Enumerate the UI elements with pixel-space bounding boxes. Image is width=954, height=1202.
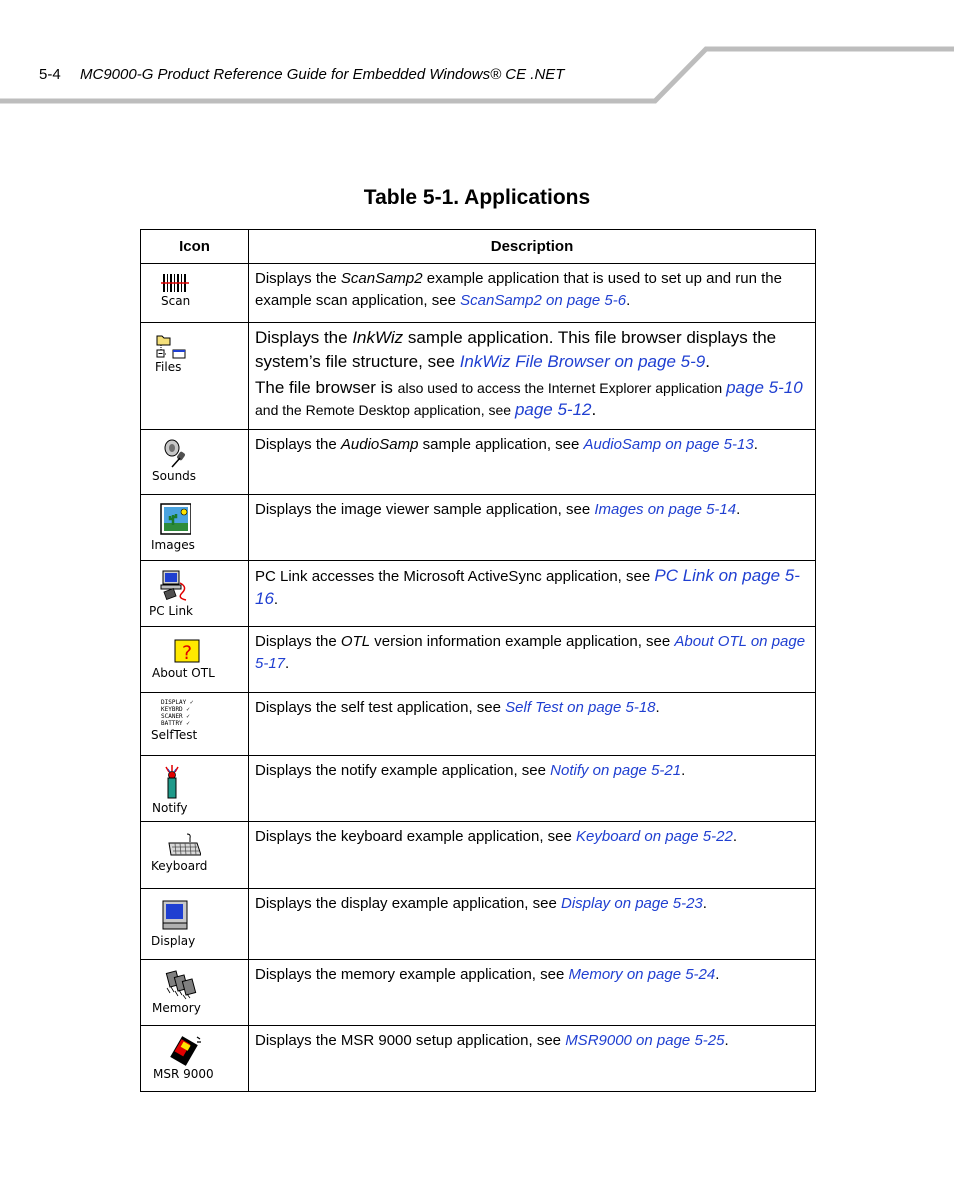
description-cell: Displays the memory example application, see Memory on page 5-24. (249, 960, 816, 1026)
icon-cell (141, 495, 249, 561)
table-row (141, 627, 816, 693)
link-display[interactable]: Display on page 5-23 (561, 895, 703, 912)
description-cell: Displays the display example application, see Display on page 5-23. (249, 889, 816, 960)
link-inkwiz[interactable]: InkWiz File Browser on page 5-9 (459, 352, 706, 371)
icon-label: Keyboard (151, 859, 208, 873)
memory-chips-icon (152, 968, 202, 1000)
icon-cell (141, 960, 249, 1026)
table-header-row (141, 230, 816, 264)
barcode-icon (161, 273, 189, 293)
icon-label: Display (151, 934, 196, 948)
column-header-icon: Icon (141, 230, 249, 264)
icon-label: PC Link (149, 604, 194, 618)
description-cell: Displays the image viewer sample application, see Images on page 5-14. (249, 495, 816, 561)
icon-cell (141, 822, 249, 889)
table-row (141, 1026, 816, 1092)
picture-icon (151, 503, 191, 537)
icon-cell (141, 323, 249, 430)
table-row (141, 889, 816, 960)
keyboard-icon (151, 832, 201, 858)
link-page-5-10[interactable]: page 5-10 (726, 378, 803, 397)
icon-label: MSR 9000 (153, 1067, 214, 1081)
icon-cell (141, 627, 249, 693)
icon-cell (141, 756, 249, 822)
icon-label: Memory (152, 1001, 201, 1015)
table-row (141, 495, 816, 561)
icon-label: Files (155, 360, 182, 374)
description-cell: Displays the AudioSamp sample application, see AudioSamp on page 5-13. (249, 430, 816, 495)
table-row (141, 822, 816, 889)
link-audiosamp[interactable]: AudioSamp on page 5-13 (583, 436, 754, 453)
icon-label: SelfTest (151, 728, 198, 742)
applications-table (140, 229, 816, 1092)
icon-cell (141, 561, 249, 627)
icon-label: Scan (161, 294, 191, 308)
description-cell: PC Link accesses the Microsoft ActiveSync application, see PC Link on page 5-16. (249, 561, 816, 627)
pc-link-icon (149, 569, 193, 603)
table-row (141, 960, 816, 1026)
link-page-5-12[interactable]: page 5-12 (514, 400, 592, 419)
link-msr9000[interactable]: MSR9000 on page 5-25 (565, 1032, 725, 1049)
page-number: 5-4 (39, 66, 61, 83)
link-about-otl[interactable]: About OTL on page 5-17 (255, 633, 806, 672)
folder-tree-icon (155, 333, 189, 359)
speaker-microphone-icon (152, 438, 192, 468)
link-self-test[interactable]: Self Test on page 5-18 (505, 699, 656, 716)
link-notify[interactable]: Notify on page 5-21 (550, 762, 682, 779)
icon-cell (141, 889, 249, 960)
svg-text:?: ? (181, 642, 193, 664)
document-title: MC9000-G Product Reference Guide for Embedded Windows® CE .NET (80, 66, 565, 83)
table-row (141, 756, 816, 822)
question-mark-icon (152, 639, 214, 665)
header-rule (0, 0, 954, 110)
description-cell: Displays the OTL version information example application, see About OTL on page 5-17. (249, 627, 816, 693)
description-cell: Displays the keyboard example application, see Keyboard on page 5-22. (249, 822, 816, 889)
icon-label: Notify (152, 801, 188, 815)
link-memory[interactable]: Memory on page 5-24 (568, 966, 716, 983)
table-row (141, 264, 816, 323)
description-cell: Displays the MSR 9000 setup application, see MSR9000 on page 5-25. (249, 1026, 816, 1092)
link-scansamp2[interactable]: ScanSamp2 on page 5-6 (460, 292, 627, 309)
description-cell: Displays the self test application, see Self Test on page 5-18. (249, 693, 816, 756)
icon-label: About OTL (152, 666, 215, 680)
column-header-description: Description (249, 230, 816, 264)
icon-cell (141, 430, 249, 495)
table-title: Table 5-1. Applications (363, 186, 591, 209)
icon-cell (141, 264, 249, 323)
table-row (141, 693, 816, 756)
icon-cell (141, 1026, 249, 1092)
link-keyboard[interactable]: Keyboard on page 5-22 (576, 828, 733, 845)
link-images[interactable]: Images on page 5-14 (594, 501, 737, 518)
monitor-icon (151, 899, 191, 933)
checklist-icon: DISPLAY ✓ KEYBRD ✓ SCANER ✓ BATTRY ✓ (161, 699, 194, 727)
icon-label: Images (151, 538, 195, 552)
description-cell: Displays the notify example application, see Notify on page 5-21. (249, 756, 816, 822)
description-cell: Displays the ScanSamp2 example application that is used to set up and run the example scan application, see ScanSamp2 on page 5-6. (249, 264, 816, 323)
table-row (141, 323, 816, 430)
icon-cell (141, 693, 249, 756)
table-row (141, 561, 816, 627)
link-pc-link[interactable]: PC Link on page 5-16 (255, 566, 800, 608)
description-cell: Displays the InkWiz sample application. This file browser displays the system’s file structure, see InkWiz File Browser on page 5-9. The file browser is also used to access the Internet Explorer application page 5-10 and the Remote Desktop application, see page 5-12. (249, 323, 816, 430)
card-reader-icon (153, 1034, 203, 1066)
table-row (141, 430, 816, 495)
notify-icon (152, 764, 192, 800)
icon-label: Sounds (152, 469, 197, 483)
